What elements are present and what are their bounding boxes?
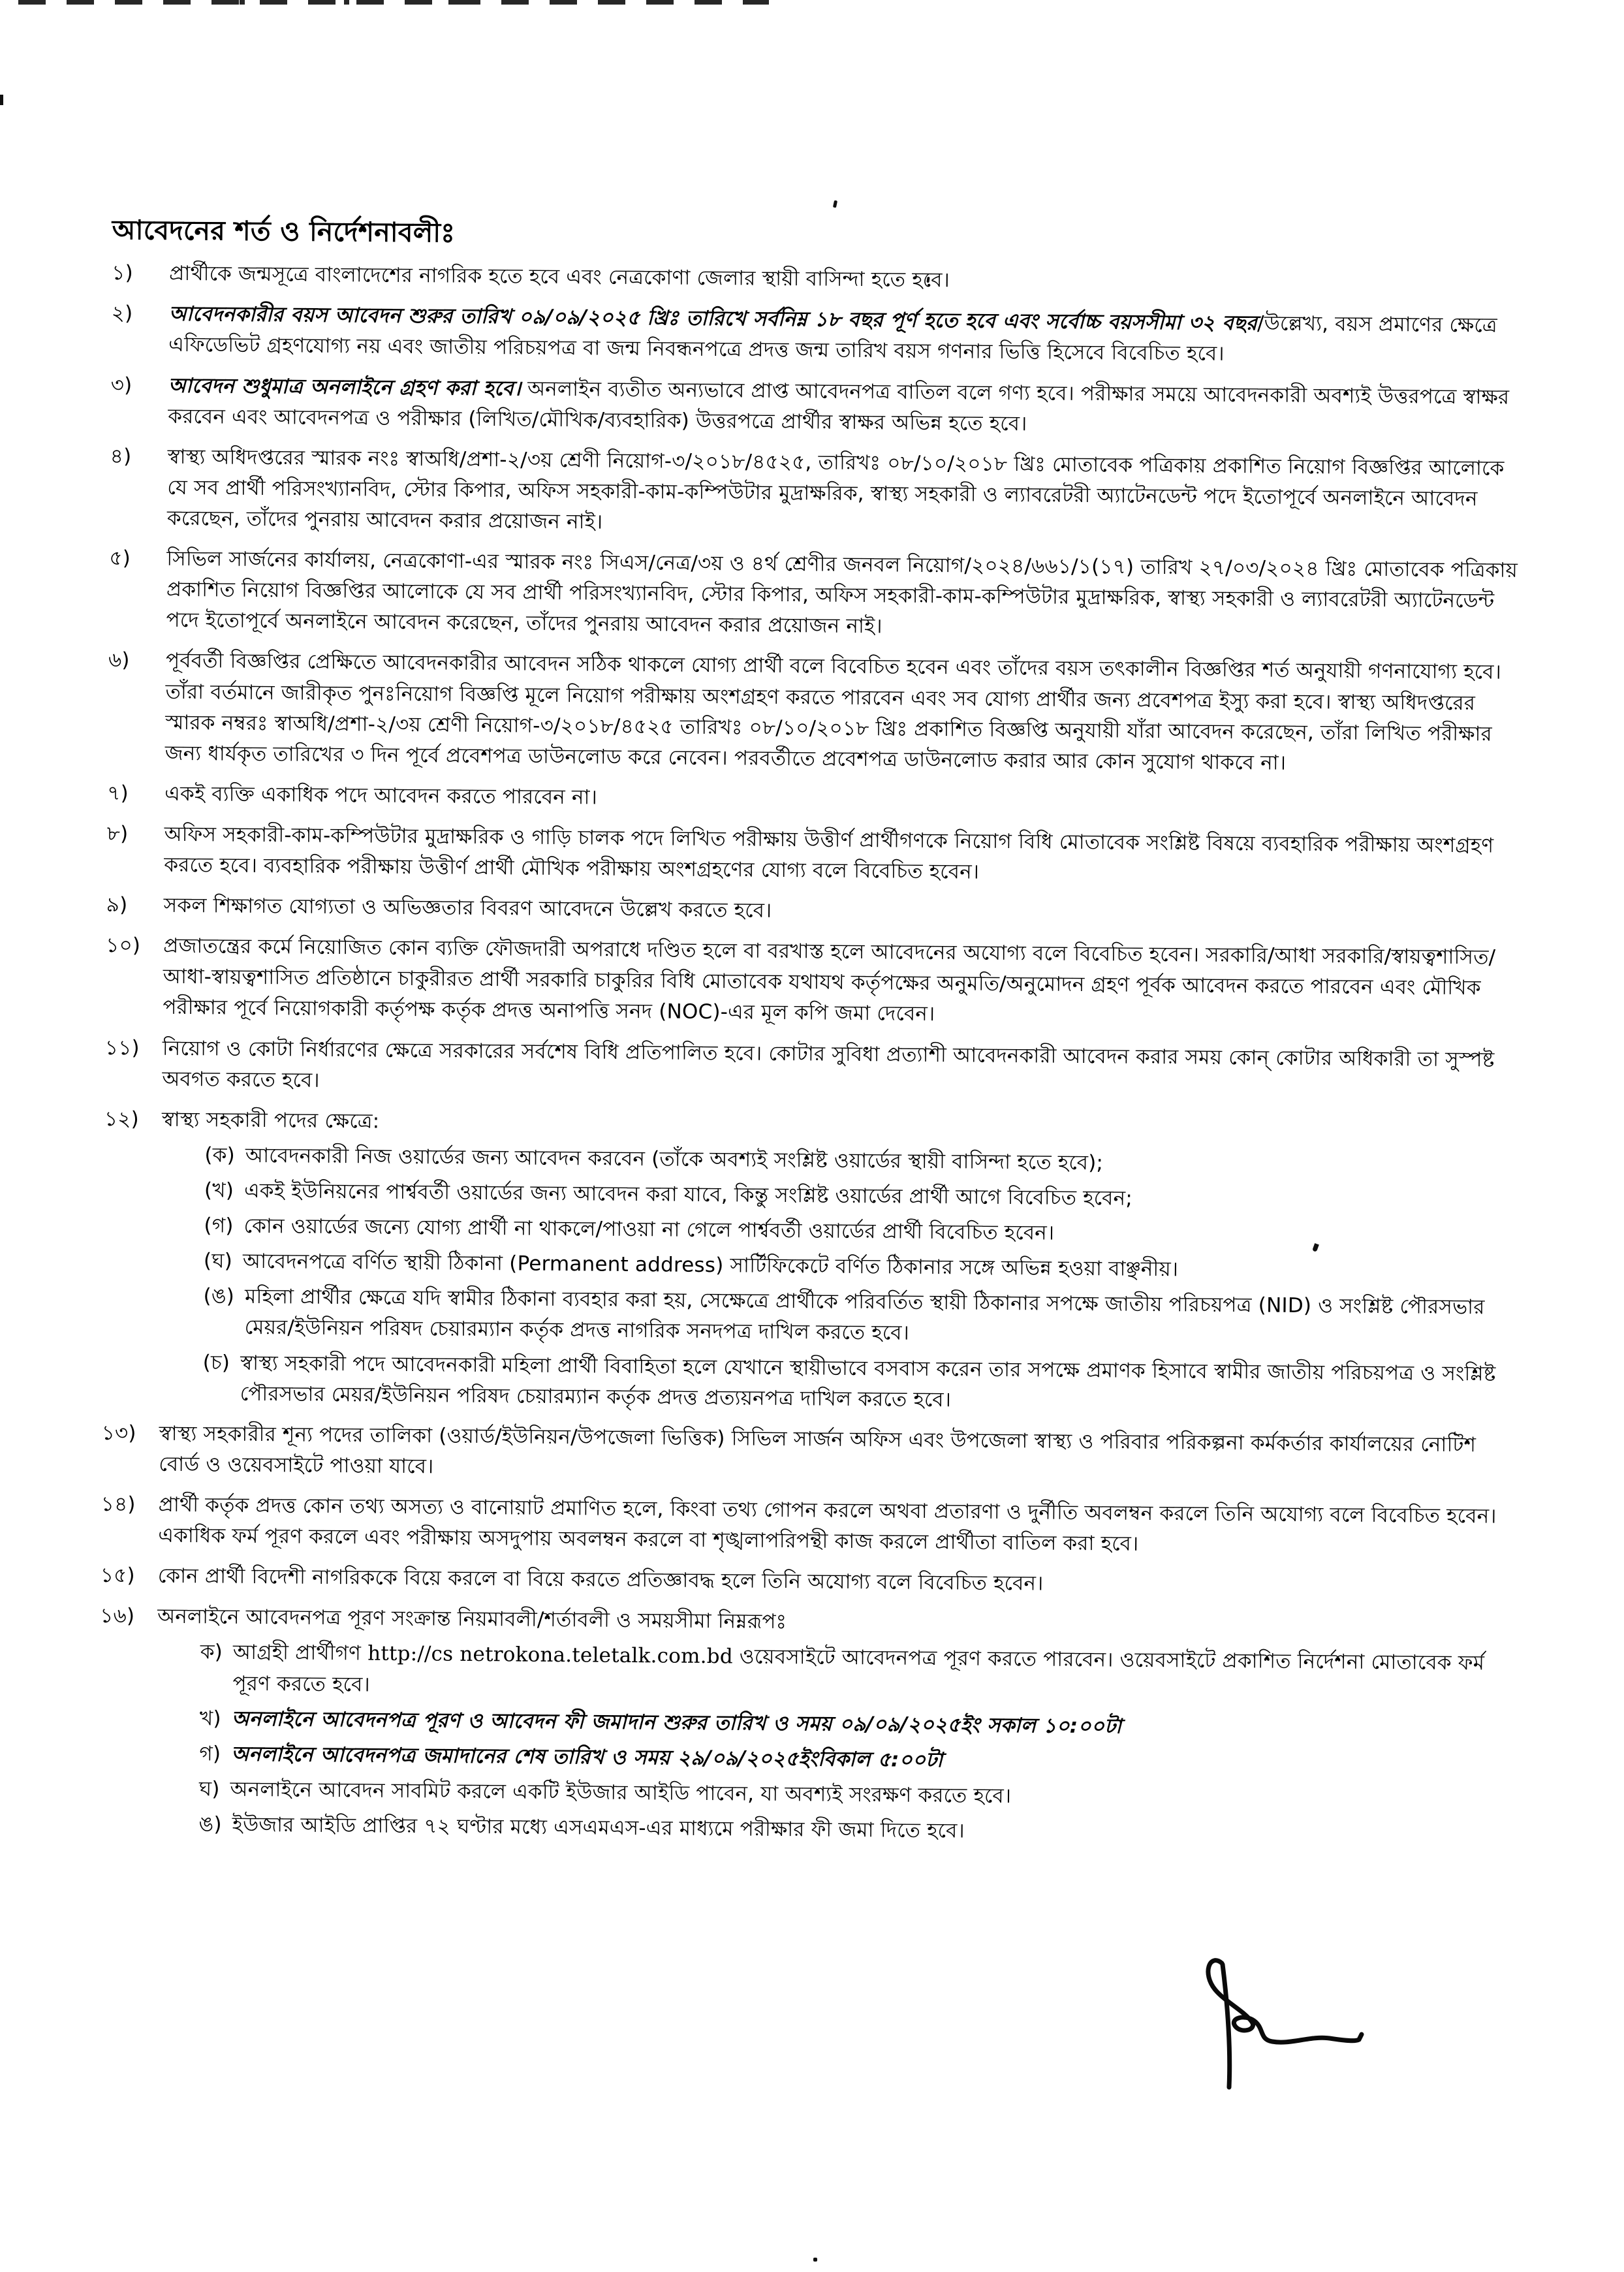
scan-edge-artifact <box>18 0 769 5</box>
sub-item-body: কোন ওয়ার্ডের জন্যে যোগ্য প্রার্থী না থাকলে/পাওয়া না গেলে পার্শ্ববর্তী ওয়ার্ডের প্রার্থী বিবেচিত হবেন। <box>243 1214 1055 1245</box>
item-rest-text: প্রার্থী কর্তৃক প্রদত্ত কোন তথ্য অসত্য ও বানোয়াট প্রমাণিত হলে, কিংবা তথ্য গোপন করলে অথবা প্রতারণা ও দুর্নীতি অবলম্বন করলে তিনি অযোগ্য বলে বিবেচিত হবেন। একাধিক ফর্ম পূরণ করলে এবং পরীক্ষায় অসদুপায় অবলম্বন করলে বা শৃঙ্খলাপরিপন্থী কাজ করলে প্রার্থীতা বাতিল করা হবে। <box>158 1492 1497 1556</box>
item-text <box>159 1418 1520 1491</box>
sub-item-label: ঘ) <box>198 1777 220 1801</box>
item-text-line <box>159 1421 1476 1478</box>
item-number: ৭) <box>107 781 129 806</box>
list-item <box>101 1489 1519 1563</box>
item-rest-text: /উল্লেখ্য, বয়স প্রমাণের ক্ষেত্রে এফিডেভিট গ্রহণযোগ্য নয় এবং জাতীয় পরিচয়পত্র বা জন্ম নিবন্ধনপত্রে প্রদত্ত জন্ম তারিখ বয়স গণনার ভিত্তি হিসেবে বিবেচিত হবে। <box>168 311 1497 366</box>
item-rest-text: স্বাস্থ্য সহকারী পদের ক্ষেত্রে: <box>161 1107 380 1133</box>
item-text <box>164 819 1525 892</box>
item-text-line <box>163 934 1495 1026</box>
item-text <box>164 779 1525 821</box>
item-text <box>159 1105 1522 1421</box>
item-rest-text: অফিস সহকারী-কাম-কম্পিউটার মুদ্রাক্ষরিক ও গাড়ি চালক পদে লিখিত পরীক্ষায় উত্তীর্ণ প্রার্থীগণকে নিয়োগ বিধি মোতাবেক সংশ্লিষ্ট বিষয়ে ব্যবহারিক পরীক্ষায় অংশগ্রহণ করতে হবে। ব্যবহারিক পরীক্ষায় উত্তীর্ণ প্রার্থী মৌখিক পরীক্ষায় অংশগ্রহণের যোগ্য বলে বিবেচিত হবেন। <box>164 822 1494 884</box>
handwritten-signature-icon <box>1191 1949 1407 2112</box>
page-content <box>98 214 1530 1852</box>
sub-list <box>198 1637 1518 1852</box>
item-text <box>158 1490 1519 1563</box>
item-text-line <box>162 1108 380 1133</box>
sub-item <box>202 1348 1520 1421</box>
sub-item-text <box>243 1211 1521 1253</box>
item-rest-text: অনলাইন ব্যতীত অন্যভাবে প্রাপ্ত আবেদনপত্র বাতিল বলে গণ্য হবে। পরীক্ষার সময়ে আবেদনকারী অবশ্যই উত্তরপত্রে স্বাক্ষর করবেন এবং আবেদনপত্র ও পরীক্ষার (লিখিত/মৌখিক/ব্যবহারিক) উত্তরপত্রে প্রার্থীর স্বাক্ষর অভিন্ন হতে হবে। <box>168 376 1510 435</box>
item-number: ৮) <box>106 821 129 846</box>
item-number: ১৫) <box>100 1564 135 1588</box>
sub-item <box>204 1140 1522 1182</box>
item-text-line <box>158 1564 1044 1596</box>
scan-edge-artifact <box>0 95 3 105</box>
item-text-line <box>164 894 772 923</box>
sub-item <box>200 1703 1517 1746</box>
item-number: ৬) <box>108 648 130 672</box>
item-number: ১০) <box>106 934 141 958</box>
sub-item-lead: অনলাইনে আবেদনপত্র জমাদানের শেষ তারিখ ও সময় ২৯/০৯/২০২৫ইংবিকাল ৫:০০টা <box>231 1742 943 1772</box>
item-text-line <box>168 373 1509 435</box>
sub-item-label: (চ) <box>202 1350 230 1375</box>
list-item <box>108 543 1527 648</box>
item-text-line <box>165 649 1501 774</box>
item-text-line <box>162 1036 1494 1092</box>
sub-item-label: ঙ) <box>198 1812 222 1837</box>
sub-item-label: (ঙ) <box>203 1284 235 1309</box>
scan-speck <box>833 200 837 208</box>
sub-item-label: (খ) <box>204 1178 234 1203</box>
item-text-line <box>168 302 1497 366</box>
item-number: ২) <box>111 302 133 326</box>
item-lead-text: আবেদনকারীর বয়স আবেদন শুরুর তারিখ ০৯/০৯/২০২৫ খ্রিঃ তারিখে সর্বনিম্ন ১৮ বছর পূর্ণ হতে হবে এবং সর্বোচ্চ বয়সসীমা ৩২ বছর <box>168 302 1258 336</box>
website-url: http://cs netrokona.teletalk.com.bd <box>367 1641 733 1669</box>
sub-item-body: আবেদনপত্রে বর্ণিত স্থায়ী ঠিকানা (Permanent address) সার্টিফিকেটে বর্ণিত ঠিকানার সঙ্গে অভিন্ন হওয়া বাঞ্ছনীয়। <box>242 1250 1179 1282</box>
list-item <box>104 1033 1523 1107</box>
item-rest-text: একই ব্যক্তি একাধিক পদে আবেদন করতে পারবেন না। <box>164 781 598 810</box>
sub-item <box>204 1210 1521 1253</box>
sub-item-pre: আগ্রহী প্রার্থীগণ <box>232 1641 368 1665</box>
sub-item-body: ইউজার আইডি প্রাপ্তির ৭২ ঘণ্টার মধ্যে এসএমএস-এর মাধ্যমে পরীক্ষার ফী জমা দিতে হবে। <box>232 1812 965 1843</box>
sub-item-body: মহিলা প্রার্থীর ক্ষেত্রে যদি স্বামীর ঠিকানা ব্যবহার করা হয়, সেক্ষেত্রে প্রার্থীকে পরিবর্তিত স্থায়ী ঠিকানার সপক্ষে জাতীয় পরিচয়পত্র (NID) ও সংশ্লিষ্ট পৌরসভার মেয়র/ইউনিয়ন পরিষদ চেয়ারম্যান কর্তৃক প্রদত্ত নাগরিক সনদপত্র দাখিল করতে হবে। <box>244 1285 1485 1346</box>
sub-item-label: খ) <box>199 1706 221 1731</box>
item-number: ১২) <box>104 1107 140 1131</box>
item-number: ১৬) <box>100 1604 135 1628</box>
sub-item-text <box>232 1637 1518 1710</box>
sub-item-text <box>243 1246 1521 1288</box>
page-title: আবেদনের শর্ত ও নির্দেশনাবলীঃ <box>112 214 456 249</box>
item-text <box>168 370 1529 443</box>
sub-item-label: (গ) <box>204 1214 234 1238</box>
item-text-line <box>164 782 597 810</box>
sub-item-text <box>244 1176 1522 1218</box>
sub-item-label: গ) <box>199 1742 221 1766</box>
item-rest-text: স্বাস্থ্য সহকারীর শূন্য পদের তালিকা (ওয়ার্ড/ইউনিয়ন/উপজেলা ভিত্তিক) সিভিল সার্জন অফিস এবং উপজেলা স্বাস্থ্য ও পরিবার পরিকল্পনা কর্মকর্তার কার্যালয়ের নোটিশ বোর্ড ও ওয়েবসাইটে পাওয়া যাবে। <box>159 1421 1476 1479</box>
sub-item-lead: অনলাইনে আবেদনপত্র পূরণ ও আবেদন ফী জমাদান শুরুর তারিখ ও সময় ০৯/০৯/২০২৫ইং সকাল ১০:০০টা <box>231 1707 1122 1739</box>
item-number: ১) <box>112 261 133 285</box>
item-text-line <box>158 1493 1497 1556</box>
sub-item-text <box>232 1703 1517 1745</box>
item-text-line <box>157 1605 787 1633</box>
item-number: ৯) <box>106 893 128 917</box>
sub-item-label: ক) <box>200 1640 223 1665</box>
item-number: ৩) <box>110 373 133 397</box>
sub-item-text <box>232 1810 1516 1852</box>
sub-item-label: (ক) <box>204 1143 236 1167</box>
item-text-line <box>167 445 1505 533</box>
item-rest-text: অনলাইনে আবেদনপত্র পূরণ সংক্রান্ত নিয়মাবলী/শর্তাবলী ও সময়সীমা নিম্নরূপঃ <box>157 1605 787 1634</box>
sub-item-body: অনলাইনে আবেদন সাবমিট করলে একটি ইউজার আইডি পাবেন, যা অবশ্যই সংরক্ষণ করতে হবে। <box>230 1777 1012 1808</box>
item-number: ১৩) <box>101 1421 136 1445</box>
sub-item-post: ওয়েবসাইটে আবেদনপত্র পূরণ করতে পারবেন। ওয়েবসাইটে প্রকাশিত নির্দেশনা মোতাবেক ফর্ম পূরণ করতে হবে। <box>232 1645 1485 1697</box>
list-item <box>106 819 1525 892</box>
item-rest-text: প্রার্থীকে জন্মসূত্রে বাংলাদেশের নাগরিক হতে হবে এবং নেত্রকোণা জেলার স্থায়ী বাসিন্দা হতে হবে। <box>169 261 950 292</box>
sub-item <box>203 1282 1521 1355</box>
item-text <box>162 1033 1523 1106</box>
item-text <box>164 891 1524 933</box>
sub-item-body: একই ইউনিয়নের পার্শ্ববর্তী ওয়ার্ডের জন্য আবেদন করা যাবে, কিন্তু সংশ্লিষ্ট ওয়ার্ডের প্রার্থী আগে বিবেচিত হবেন; <box>243 1178 1133 1210</box>
item-number: ৪) <box>110 444 132 469</box>
item-text <box>169 259 1529 301</box>
sub-item-text <box>231 1739 1517 1780</box>
sub-item <box>198 1809 1516 1852</box>
item-rest-text: সকল শিক্ষাগত যোগ্যতা ও অভিজ্ঞতার বিবরণ আবেদনে উল্লেখ করতে হবে। <box>163 893 772 923</box>
list-item <box>110 370 1529 444</box>
item-text-line <box>164 823 1493 884</box>
item-text-line <box>169 262 950 292</box>
list-item <box>101 1560 1518 1603</box>
sub-item-body: স্বাস্থ্য সহকারী পদে আবেদনকারী মহিলা প্রার্থী বিবাহিতা হলে যেখানে স্থায়ীভাবে বসবাস করেন তার সপক্ষে প্রমাণক হিসাবে স্বামীর জাতীয় পরিচয়পত্র ও সংশ্লিষ্ট পৌরসভার মেয়র/ইউনিয়ন পরিষদ চেয়ারম্যান কর্তৃক প্রদত্ত প্রত্যয়নপত্র দাখিল করতে হবে। <box>240 1351 1496 1412</box>
sub-item <box>200 1637 1518 1711</box>
sub-item-body: আবেদনকারী নিজ ওয়ার্ডের জন্য আবেদন করবেন (তাঁকে অবশ্যই সংশ্লিষ্ট ওয়ার্ডের স্থায়ী বাসিন্দা হতে হবে); <box>245 1143 1104 1175</box>
item-text <box>165 646 1527 781</box>
list-item <box>105 930 1523 1035</box>
sub-item-text <box>244 1282 1520 1354</box>
sub-item <box>204 1175 1522 1218</box>
conditions-list <box>98 258 1529 1852</box>
item-number: ১১) <box>104 1035 140 1060</box>
sub-item <box>204 1246 1521 1289</box>
sub-list <box>202 1140 1522 1420</box>
list-item <box>111 298 1529 372</box>
list-item <box>102 1104 1522 1421</box>
item-number: ১৪) <box>101 1492 136 1517</box>
list-item <box>101 1418 1520 1492</box>
item-rest-text: প্রজাতন্ত্রের কর্মে নিয়োজিত কোন ব্যক্তি ফৌজদারী অপরাধে দণ্ডিত হলে বা বরখাস্ত হলে আবেদনের অযোগ্য বলে বিবেচিত হবেন। সরকারি/আধা সরকারি/স্বায়ত্বশাসিত/আধা-স্বায়ত্বশাসিত প্রতিষ্ঠানে চাকুরীরত প্রার্থী সরকারি চাকুরির বিধি মোতাবেক যথাযথ কর্তৃপক্ষের অনুমতি/অনুমোদন গ্রহণ পূর্বক আবেদন করতে পারবেন এবং মৌখিক পরীক্ষার পূর্বে নিয়োগকারী কর্তৃপক্ষ কর্তৃক প্রদত্ত অনাপত্তি সনদ (NOC)-এর মূল কপি জমা দেবেন। <box>163 934 1496 1026</box>
list-item <box>107 778 1525 821</box>
item-text <box>167 441 1528 546</box>
list-item <box>106 890 1524 933</box>
item-lead-text: আবেদন শুধুমাত্র অনলাইনে গ্রহণ করা হবে। <box>168 373 522 400</box>
item-text <box>166 544 1527 648</box>
item-text <box>155 1601 1518 1852</box>
item-rest-text: সিভিল সার্জনের কার্যালয়, নেত্রকোণা-এর স্মারক নংঃ সিএস/নেত্র/৩য় ও ৪র্থ শ্রেণীর জনবল নিয়োগ/২০২৪/৬৬১/১(১৭) তারিখ ২৭/০৩/২০২৪ খ্রিঃ মোতাবেক পত্রিকায় প্রকাশিত নিয়োগ বিজ্ঞপ্তির আলোকে যে সব প্রার্থী পরিসংখ্যানবিদ, স্টোর কিপার, অফিস সহকারী-কাম-কম্পিউটার মুদ্রাক্ষরিক, স্বাস্থ্য সহকারী ও ল্যাবরেটরী অ্যাটেনডেন্ট পদে ইতোপূর্বে অনলাইনে আবেদন করেছেন, তাঁদের পুনরায় আবেদন করার প্রয়োজন নাই। <box>166 546 1518 639</box>
list-item <box>98 1601 1518 1852</box>
sub-item <box>199 1774 1516 1816</box>
sub-item-text <box>240 1348 1520 1420</box>
item-rest-text: পূর্ববর্তী বিজ্ঞপ্তির প্রেক্ষিতে আবেদনকারীর আবেদন সঠিক থাকলে যোগ্য প্রার্থী বলে বিবেচিত হবেন এবং তাঁদের বয়স তৎকালীন বিজ্ঞপ্তির শর্ত অনুযায়ী গণনাযোগ্য হবে। তাঁরা বর্তমানে জারীকৃত পুনঃনিয়োগ বিজ্ঞপ্তি মূলে নিয়োগ পরীক্ষায় অংশগ্রহণ করতে পারবেন এবং সব যোগ্য প্রার্থীর জন্য প্রবেশপত্র ইস্যু করা হবে। স্বাস্থ্য অধিদপ্তরের স্মারক নম্বরঃ স্বাঅধি/প্রশা-২/৩য় শ্রেণী নিয়োগ-৩/২০১৮/৪৫২৫ তারিখঃ ০৮/১০/২০১৮ খ্রিঃ প্রকাশিত বিজ্ঞপ্তি অনুযায়ী যাঁরা আবেদন করেছেন, তাঁরা লিখিত পরীক্ষার জন্য ধার্যকৃত তারিখের ৩ দিন পূর্বে প্রবেশপত্র ডাউনলোড করে নেবেন। পরবর্তীতে প্রবেশপত্র ডাউনলোড করার আর কোন সুযোগ থাকবে না। <box>164 649 1502 775</box>
sub-item <box>199 1739 1516 1781</box>
item-rest-text: স্বাস্থ্য অধিদপ্তরের স্মারক নংঃ স্বাঅধি/প্রশা-২/৩য় শ্রেণী নিয়োগ-৩/২০১৮/৪৫২৫, তারিখঃ ০৮/১০/২০১৮ খ্রিঃ মোতাবেক পত্রিকায় প্রকাশিত নিয়োগ বিজ্ঞপ্তির আলোকে যে সব প্রার্থী পরিসংখ্যানবিদ, স্টোর কিপার, অফিস সহকারী-কাম-কম্পিউটার মুদ্রাক্ষরিক, স্বাস্থ্য সহকারী ও ল্যাবরেটরী অ্যাটেনডেন্ট পদে ইতোপূর্বে অনলাইনে আবেদন করেছেন, তাঁদের পুনরায় আবেদন করার প্রয়োজন নাই। <box>166 445 1505 534</box>
item-rest-text: নিয়োগ ও কোটা নির্ধারণের ক্ষেত্রে সরকারের সর্বশেষ বিধি প্রতিপালিত হবে। কোটার সুবিধা প্রত্যাশী আবেদনকারী আবেদন করার সময় কোন্ কোটার অধিকারী তা সুস্পষ্ট অবগত করতে হবে। <box>162 1036 1495 1092</box>
item-text <box>163 931 1523 1035</box>
item-rest-text: কোন প্রার্থী বিদেশী নাগরিককে বিয়ে করলে বা বিয়ে করতে প্রতিজ্ঞাবদ্ধ হলে তিনি অযোগ্য বলে বিবেচিত হবেন। <box>157 1564 1044 1596</box>
list-item <box>110 441 1528 546</box>
item-text <box>158 1561 1518 1603</box>
list-item <box>108 645 1527 780</box>
scan-speck <box>813 2258 817 2262</box>
list-item <box>112 258 1529 301</box>
item-text <box>168 299 1529 372</box>
item-number: ৫) <box>109 546 131 571</box>
item-text-line <box>166 547 1518 639</box>
sub-item-label: (ঘ) <box>203 1249 233 1273</box>
sub-item-text <box>245 1141 1522 1182</box>
sub-item-text <box>230 1775 1516 1816</box>
